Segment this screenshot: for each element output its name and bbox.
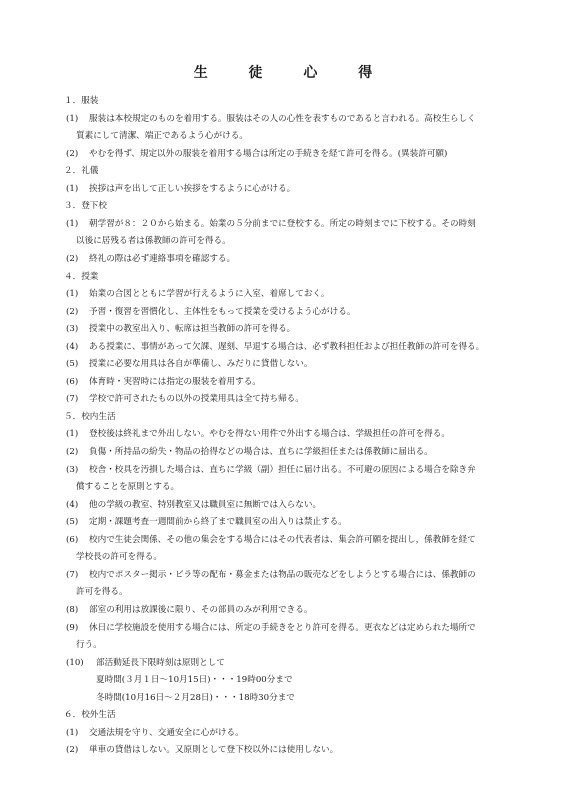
item-text-line: 体育時・実習時には指定の服装を着用する。 — [89, 376, 261, 387]
item-number: (6) — [66, 534, 79, 545]
item-text-line: 以後に居残る者は係教師の許可を得る。 — [76, 236, 231, 247]
item-number: (9) — [66, 622, 79, 633]
item-text-line: ある授業に、事情があって欠課、遅刻、早退する場合は、必ず教科担任および担任教師の許可を得る。 — [89, 341, 485, 352]
item-number: (4) — [66, 499, 79, 510]
item-text-line: 他の学級の教室、特別教室又は職員室に無断では入らない。 — [89, 499, 322, 510]
item-text-line: 終礼の際は必ず連絡事項を確認する。 — [89, 254, 236, 264]
item-text-line: 朝学習が８：２０から始まる。始業の５分前までに登校する。所定の時刻までに下校する。その時刻 — [89, 218, 476, 229]
document-title: 生 徒 心 得 — [193, 65, 391, 81]
item-number: (8) — [66, 605, 79, 615]
item-number: (2) — [66, 745, 79, 756]
item-text-line: 交通法規を守り、交通安全に心がける。 — [89, 727, 244, 738]
item-text-line: 負傷・所持品の紛失・物品の拾得などの場合は、直ちに学級担任または係教師に届出る。 — [89, 447, 433, 457]
item-number: (7) — [66, 394, 79, 405]
item-text-line: 冬時間(10月16日～２月28日)・・・18時30分まで — [96, 692, 295, 703]
item-number: (2) — [66, 254, 79, 264]
item-number: (2) — [66, 447, 79, 457]
item-text-line: 登校後は終礼まで外出しない。やむを得ない用件で外出する場合は、学級担任の許可を得る。 — [89, 429, 450, 440]
item-text-line: 償することを原則とする。 — [76, 482, 180, 493]
item-text-line: 校内で生徒会関係、その他の集会をする場合にはその代表者は、集会許可願を提出し，係教師を経て — [89, 534, 476, 545]
item-text-line: 質素にして清潔、端正であるよう心がける。 — [76, 131, 248, 142]
item-number: (5) — [66, 517, 79, 528]
item-text-line: 学校で許可されたもの以外の授業用具は全て持ち帰る。 — [89, 394, 304, 405]
item-number: (1) — [66, 218, 79, 229]
item-text-line: 挨拶は声を出して正しい挨拶をするように心がける。 — [89, 183, 296, 194]
item-text-line: 校舎・校具を汚損した場合は、直ちに学級（副）担任に届け出る。不可避の原因による場合を除き弁 — [89, 464, 476, 475]
item-text-line: 単車の貸借はしない。又原則として登下校以外には使用しない。 — [89, 745, 339, 756]
item-text-line: 校内でポスター掲示・ビラ等の配布・募金または物品の販売などをしようとする場合には、係教師の — [89, 569, 476, 580]
item-text-line: 部活動延長下限時刻は原則として — [96, 657, 225, 668]
item-text-line: やむを得ず、規定以外の服装を着用する場合は所定の手続きを経て許可を得る。(異装許可願) — [89, 148, 448, 159]
item-text-line: 夏時間(３月１日～10月15日)・・・19時00分まで — [96, 675, 293, 686]
section-heading: ６．校外生活 — [64, 710, 116, 721]
item-text-line: 予習・復習を習慣化し、主体性をもって授業を受けるよう心がける。 — [89, 306, 356, 317]
item-text-line: 授業中の教室出入り、転席は担当教師の許可を得る。 — [89, 324, 296, 335]
item-number: (1) — [66, 289, 79, 300]
item-text-line: 行う。 — [76, 640, 102, 651]
item-number: (3) — [66, 464, 79, 475]
item-number: (6) — [66, 376, 79, 387]
item-number: (10) — [66, 657, 84, 668]
section-heading: ２．礼儀 — [64, 166, 99, 177]
section-heading: ５．校内生活 — [64, 411, 116, 422]
item-number: (1) — [66, 183, 79, 194]
item-number: (1) — [66, 727, 79, 738]
item-text-line: 授業に必要な用具は各自が準備し、みだりに貸借しない。 — [89, 359, 313, 370]
section-heading: ３．登下校 — [64, 201, 107, 212]
item-number: (2) — [66, 148, 79, 159]
item-number: (3) — [66, 324, 79, 335]
item-number: (1) — [66, 429, 79, 440]
item-number: (7) — [66, 569, 79, 580]
item-text-line: 定期・課題考査一週間前から終了まで職員室の出入りは禁止する。 — [89, 517, 347, 528]
section-heading: １．服装 — [64, 96, 99, 106]
item-text-line: 休日に学校施設を使用する場合には、所定の手続きをとり許可を得る。更衣などは定められた場所で — [89, 622, 476, 633]
item-text-line: 服装は本校規定のものを着用する。服装はその人の心性を表すものであると言われる。高校生らしく — [89, 113, 476, 124]
item-number: (1) — [66, 113, 79, 124]
item-number: (4) — [66, 341, 79, 352]
item-number: (2) — [66, 306, 79, 317]
section-heading: ４．授業 — [64, 271, 99, 282]
item-text-line: 始業の合図とともに学習が行えるように入室、着席しておく。 — [89, 289, 330, 300]
item-text-line: 学校長の許可を得る。 — [76, 552, 162, 563]
item-text-line: 許可を得る。 — [76, 587, 128, 598]
item-text-line: 部室の利用は放課後に限り、その部員のみが利用できる。 — [89, 605, 313, 615]
item-number: (5) — [66, 359, 79, 370]
